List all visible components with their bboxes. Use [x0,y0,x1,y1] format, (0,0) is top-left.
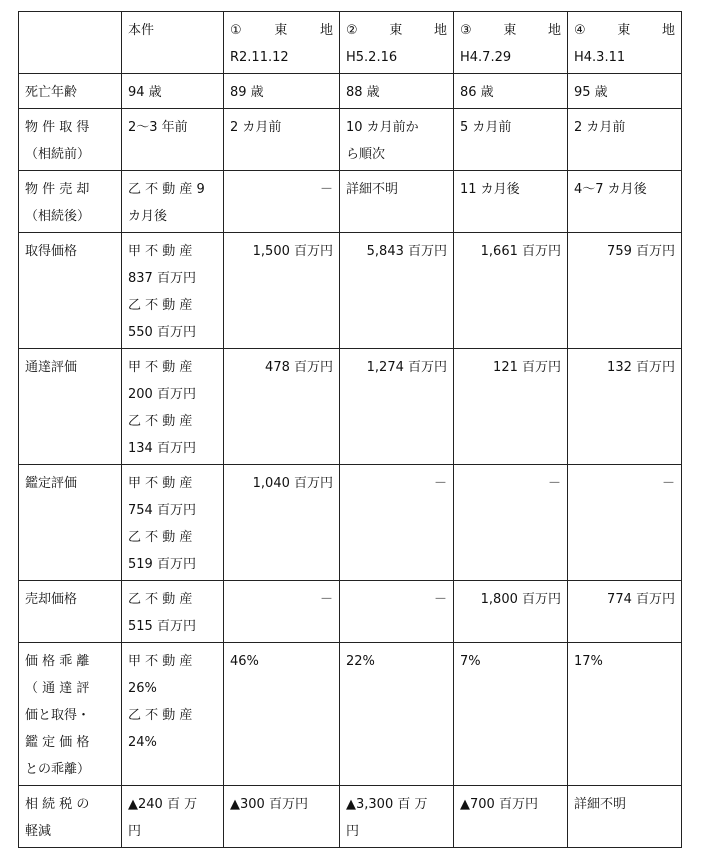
cell-case-2: 22% [340,643,454,786]
header-case-4 [568,12,682,74]
cell-line-2: 200 百万円 [128,387,196,402]
cell-line-1: 甲 不 動 産 [128,360,193,375]
cell-line-2: 円 [128,824,142,839]
cell-line-4: 519 百万円 [128,557,196,572]
cell-case-3: 7% [454,643,568,786]
row-label: 鑑定評価 [19,465,122,581]
case-1-court-a: 東 [274,23,288,38]
case-4-court-a: 東 [617,23,631,38]
row-price-divergence [19,643,682,786]
cell-case-3: 1,800 百万円 [454,581,568,643]
header-case-2-title [346,17,447,44]
case-3-number: ③ [460,23,472,38]
row-label [19,109,122,171]
cell-case-3: 5 カ月前 [454,109,568,171]
cell-case [122,349,224,465]
row-sale-timing [19,171,682,233]
cell-case-2: 1,274 百万円 [340,349,454,465]
cell-case: 2～3 年前 [122,109,224,171]
cell-case-1: 1,040 百万円 [224,465,340,581]
cell-case-1: 1,500 百万円 [224,233,340,349]
cell-case-1: ▲300 百万円 [224,786,340,848]
row-tax-reduction [19,786,682,848]
cell-line-4: 134 百万円 [128,441,196,456]
cell-line-2: 円 [346,824,360,839]
cell-line-2: ら順次 [346,147,386,162]
case-2-number: ② [346,23,358,38]
cell-line-2: カ月後 [128,209,168,224]
case-3-court-b: 地 [547,23,561,38]
case-3-court-a: 東 [503,23,517,38]
cell-line-1: 甲 不 動 産 [128,244,193,259]
cell-case-2 [340,786,454,848]
cell-case [122,581,224,643]
cell-case-4: 4～7 カ月後 [568,171,682,233]
header-row [19,12,682,74]
cell-case-3: 11 カ月後 [454,171,568,233]
header-case-2 [340,12,454,74]
header-case [122,12,224,74]
cell-case-1: 46% [224,643,340,786]
row-label-line-1: 物 件 売 却 [25,182,90,197]
cell-line-3: 乙 不 動 産 [128,414,193,429]
cell-line-1: ▲240 百 万 [128,797,198,812]
case-2-court-b: 地 [433,23,447,38]
cell-case-4: 2 カ月前 [568,109,682,171]
cell-case [122,786,224,848]
cell-line-4: 24% [128,735,157,750]
case-3-date: H4.7.29 [460,50,512,65]
cell-line-1: 10 カ月前か [346,120,419,135]
cell-line-1: 甲 不 動 産 [128,476,193,491]
cell-case-1: － [224,171,340,233]
cell-case-2: － [340,465,454,581]
cell-case-2: 88 歳 [340,74,454,109]
row-label-line-2: （相続前） [25,147,91,162]
row-label-line-2: （ 通 達 評 [25,681,90,696]
cell-case-3: 1,661 百万円 [454,233,568,349]
cell-case-2 [340,109,454,171]
header-case-3-title [460,17,561,44]
cell-line-1: 乙 不 動 産 9 [128,182,205,197]
row-label-line-1: 価 格 乖 離 [25,654,90,669]
row-label: 通達評価 [19,349,122,465]
cell-case-4: 詳細不明 [568,786,682,848]
cell-case-1: 478 百万円 [224,349,340,465]
case-4-court-b: 地 [661,23,675,38]
cell-case [122,171,224,233]
row-label-line-2: （相続後） [25,209,91,224]
header-case-4-title [574,17,675,44]
cell-line-2: 837 百万円 [128,271,196,286]
row-label-line-5: との乖離） [25,762,91,777]
row-label [19,786,122,848]
cell-case-3: － [454,465,568,581]
case-4-date: H4.3.11 [574,50,626,65]
cell-case-1: 2 カ月前 [224,109,340,171]
row-label-line-4: 鑑 定 価 格 [25,735,90,750]
inheritance-case-comparison-table [18,11,682,848]
cell-line-2: 754 百万円 [128,503,196,518]
row-tsutatsu-valuation [19,349,682,465]
cell-case-4: 95 歳 [568,74,682,109]
case-2-date: H5.2.16 [346,50,398,65]
cell-case [122,233,224,349]
row-label: 死亡年齢 [19,74,122,109]
cell-case [122,643,224,786]
header-case-1-title [230,17,333,44]
row-acquisition-price [19,233,682,349]
row-label-line-1: 相 続 税 の [25,797,90,812]
header-case-1 [224,12,340,74]
cell-case-3: ▲700 百万円 [454,786,568,848]
cell-case: 94 歳 [122,74,224,109]
comparison-table-wrapper [18,11,682,848]
header-case-label: 本件 [128,23,155,38]
cell-line-2: 515 百万円 [128,619,196,634]
cell-case-1: 89 歳 [224,74,340,109]
cell-line-3: 乙 不 動 産 [128,298,193,313]
cell-line-2: 26% [128,681,157,696]
row-label [19,171,122,233]
row-label: 売却価格 [19,581,122,643]
row-label-line-1: 物 件 取 得 [25,120,90,135]
cell-case [122,465,224,581]
cell-line-3: 乙 不 動 産 [128,530,193,545]
cell-case-4: － [568,465,682,581]
cell-line-1: 乙 不 動 産 [128,592,193,607]
row-label: 取得価格 [19,233,122,349]
row-appraisal-valuation [19,465,682,581]
cell-case-4: 132 百万円 [568,349,682,465]
case-1-court-b: 地 [319,23,333,38]
cell-case-2: － [340,581,454,643]
cell-line-1: 甲 不 動 産 [128,654,193,669]
row-sale-price [19,581,682,643]
row-label [19,643,122,786]
cell-case-2: 詳細不明 [340,171,454,233]
case-1-date: R2.11.12 [230,50,289,65]
header-case-3 [454,12,568,74]
cell-line-1: ▲3,300 百 万 [346,797,428,812]
cell-case-4: 774 百万円 [568,581,682,643]
cell-case-4: 17% [568,643,682,786]
cell-case-3: 86 歳 [454,74,568,109]
cell-case-2: 5,843 百万円 [340,233,454,349]
row-label-line-3: 価と取得・ [25,708,91,723]
cell-line-3: 乙 不 動 産 [128,708,193,723]
case-2-court-a: 東 [389,23,403,38]
row-acquisition-timing [19,109,682,171]
row-age [19,74,682,109]
case-4-number: ④ [574,23,586,38]
header-corner-cell [19,12,122,74]
case-1-number: ① [230,23,242,38]
cell-case-1: － [224,581,340,643]
cell-case-4: 759 百万円 [568,233,682,349]
cell-line-4: 550 百万円 [128,325,196,340]
row-label-line-2: 軽減 [25,824,52,839]
cell-case-3: 121 百万円 [454,349,568,465]
